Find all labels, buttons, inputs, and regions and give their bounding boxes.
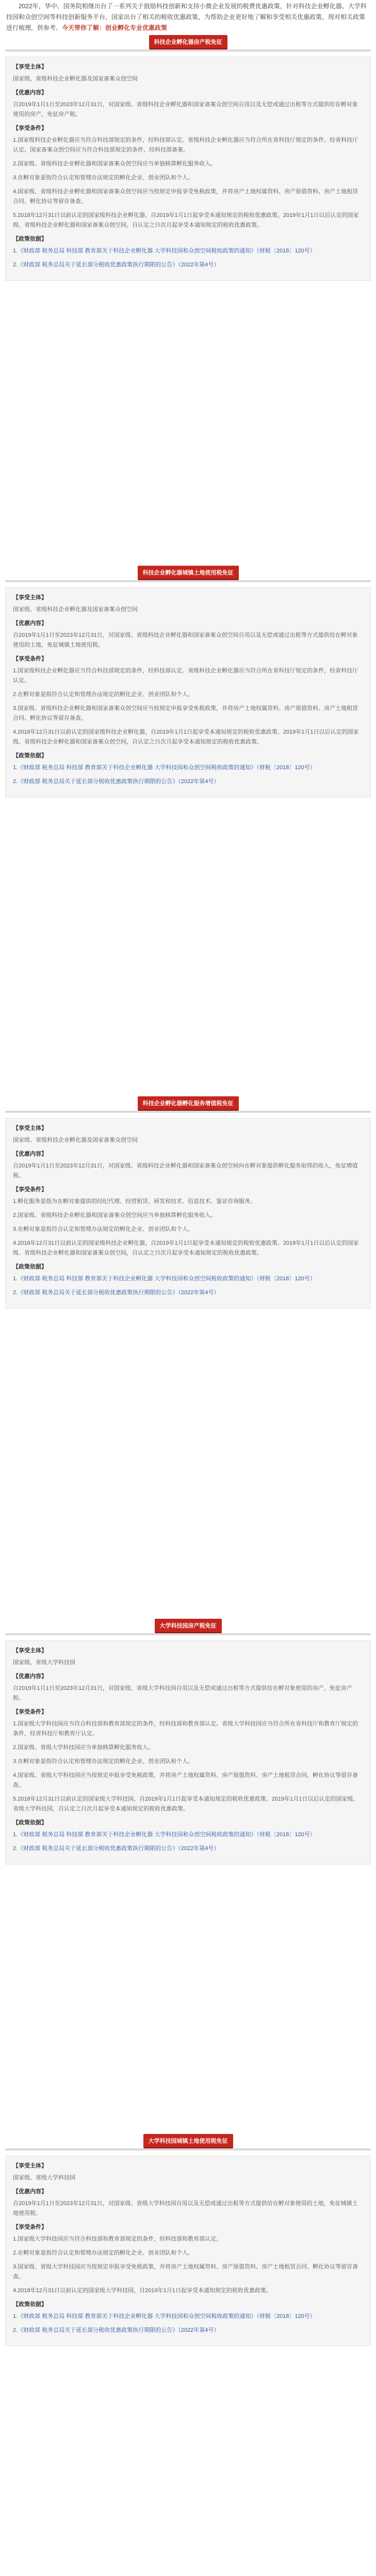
section-header xyxy=(5,2133,371,2148)
condition-item: 4.2018年12月31日以前认定的国家级科技企业孵化器，自2019年1月1日起享受本通知规定的税收优惠政策。2019年1月1日以后认定的国家级、省级科技企业孵化器和国家备案众创空间，自认定之日次月起享受本通知规定的税收优惠政策。 xyxy=(13,729,359,745)
condition-label: 【享受条件】 xyxy=(13,656,47,662)
policy-section xyxy=(5,1618,371,1865)
basis-item: 1.《财政部 税务总局 科技部 教育部关于科技企业孵化器 大学科技园和众创空间税收政策的通知》（财税〔2018〕120号） xyxy=(13,765,316,771)
policy-section xyxy=(5,34,371,281)
content-label: 【优惠内容】 xyxy=(13,1151,47,1157)
subject-label: 【享受主体】 xyxy=(13,64,47,70)
condition-item: 4.2018年12月31日以前认定的国家级大学科技园，自2019年1月1日起享受本通知规定的税收优惠政策。 xyxy=(13,2287,272,2294)
section-header xyxy=(5,34,371,49)
condition-item: 1.国家级大学科技园应当符合科技部和教育部规定的条件，经科技部和教育部认定。省级大学科技园应当符合所在省科技厅和教育厅规定的条件，经省科技厅和教育厅认定。 xyxy=(13,1721,358,1737)
intro-main: 2022年，华中、国务院相继出台了一系列关于鼓励科技创新和支持小微企业发展的税费优惠政策，针对科技企业孵化器、大学科技园和众创空间等科技创新服务平台，国家出台了相关的税收优惠政策，为帮助企业更好地了解和享受相关优惠政策，现对相关政策进行梳理，供参考。今天带你了解：创业孵化专业优惠政策 xyxy=(6,3,367,31)
policy-section xyxy=(5,2133,371,2346)
condition-item: 2.国家级、省级科技企业孵化器和国家备案众创空间应当单独核算孵化服务收入。 xyxy=(13,161,217,167)
intro-block xyxy=(0,1,376,33)
basis-item: 2.《财政部 税务总局关于延长部分税收优惠政策执行期限的公告》（2022年第4号） xyxy=(13,262,220,268)
basis-label: 【政策依据】 xyxy=(13,1264,47,1270)
subject-text: 国家级、省级科技企业孵化器及国家备案众创空间 xyxy=(13,1137,138,1143)
content-label: 【优惠内容】 xyxy=(13,90,47,96)
content-text: 自2019年1月1日至2023年12月31日，对国家级、省级大学科技园自用以及无偿或通过出租等方式提供给在孵对象使用的房产，免征房产税。 xyxy=(13,1685,352,1701)
subject-label: 【享受主体】 xyxy=(13,1648,47,1654)
condition-item: 3.在孵对象是指符合认定和管理办法规定的孵化企业、创业团队和个人。 xyxy=(13,1226,194,1232)
intro-text xyxy=(6,1,370,33)
condition-item: 1.国家级大学科技园应当符合科技部和教育部规定的条件，经科技部和教育部认定。 xyxy=(13,2236,222,2242)
basis-item: 2.《财政部 税务总局关于延长部分税收优惠政策执行期限的公告》（2022年第4号） xyxy=(13,1845,220,1852)
content-text: 自2019年1月1日至2023年12月31日，对国家级、省级科技企业孵化器和国家备案众创空间自用以及无偿或通过出租等方式提供给在孵对象使用的土地，免征城镇土地使用税。 xyxy=(13,632,358,648)
basis-item: 1.《财政部 税务总局 科技部 教育部关于科技企业孵化器 大学科技园和众创空间税收政策的通知》（财税〔2018〕120号） xyxy=(13,1276,316,1282)
basis-label: 【政策依据】 xyxy=(13,2301,47,2308)
section-title: 科技企业孵化器孵化服务增值税免征 xyxy=(138,1096,239,1110)
section-card xyxy=(5,57,371,281)
subject-label: 【享受主体】 xyxy=(13,595,47,601)
policy-section xyxy=(5,565,371,798)
basis-item: 2.《财政部 税务总局关于延长部分税收优惠政策执行期限的公告》（2022年第4号） xyxy=(13,1290,220,1296)
policy-section xyxy=(5,1095,371,1309)
condition-item: 2.国家级、省级科技企业孵化器和国家备案众创空间应当单独核算孵化服务收入。 xyxy=(13,1212,217,1218)
condition-label: 【享受条件】 xyxy=(13,1187,47,1193)
condition-label: 【享受条件】 xyxy=(13,125,47,131)
section-divider xyxy=(5,2148,371,2150)
basis-label: 【政策依据】 xyxy=(13,236,47,242)
condition-item: 4.国家级、省级科技企业孵化器和国家备案众创空间应当按规定申报享受免税政策，并将房产土地权属资料、房产原值资料、房产土地租赁合同、孵化协议等留存备查。 xyxy=(13,189,358,205)
basis-label: 【政策依据】 xyxy=(13,753,47,759)
intro-highlight: 今天带你了解：创业孵化专业优惠政策 xyxy=(62,24,168,31)
section-header xyxy=(5,565,371,580)
subject-text: 国家级、省级科技企业孵化器及国家备案众创空间 xyxy=(13,76,138,82)
condition-item: 4.2018年12月31日以前认定的国家级科技企业孵化器，自2019年1月1日起享受本通知规定的税收优惠政策。2019年1月1日以后认定的国家级、省级科技企业孵化器和国家备案众创空间，自认定之日次月起享受本通知规定的税收优惠政策。 xyxy=(13,1240,359,1256)
condition-item: 3.国家级、省级大学科技园应当按规定申报享受免税政策，并将房产土地权属资料、房产原值资料、房产土地租赁合同、孵化协议等留存备查。 xyxy=(13,2264,358,2280)
section-header xyxy=(5,1618,371,1633)
content-text: 自2019年1月1日至2023年12月31日，对国家级、省级科技企业孵化器和国家备案众创空间向在孵对象提供孵化服务取得的收入，免征增值税。 xyxy=(13,1163,358,1179)
section-title: 科技企业孵化器城镇土地使用税免征 xyxy=(138,566,239,579)
section-card xyxy=(5,587,371,798)
section-title: 大学科技园城镇土地使用税免征 xyxy=(143,2134,233,2147)
basis-item: 1.《财政部 税务总局 科技部 教育部关于科技企业孵化器 大学科技园和众创空间税收政策的通知》（财税〔2018〕120号） xyxy=(13,1832,316,1838)
condition-item: 1.国家级科技企业孵化器应当符合科技部规定的条件，经科技部认定。省级科技企业孵化器应当符合所在省科技厅规定的条件，经省科技厅认定。 xyxy=(13,668,358,684)
section-divider xyxy=(5,580,371,582)
section-card xyxy=(5,1640,371,1865)
section-title: 科技企业孵化器房产税免征 xyxy=(149,35,227,48)
content-text: 自2019年1月1日至2023年12月31日，对国家级、省级大学科技园自用以及无偿或通过出租等方式提供给在孵对象使用的土地，免征城镇土地使用税。 xyxy=(13,2200,358,2216)
condition-item: 2.在孵对象是指符合认定和管理办法规定的孵化企业、创业团队和个人。 xyxy=(13,2250,194,2256)
subject-text: 国家级、省级大学科技园 xyxy=(13,1659,75,1666)
condition-label: 【享受条件】 xyxy=(13,1709,47,1715)
condition-label: 【享受条件】 xyxy=(13,2224,47,2230)
content-label: 【优惠内容】 xyxy=(13,1673,47,1680)
section-card xyxy=(5,2156,371,2346)
section-divider xyxy=(5,1633,371,1635)
section-card xyxy=(5,1118,371,1309)
condition-item: 2.国家级、省级大学科技园应当单独核算孵化服务收入。 xyxy=(13,1744,154,1751)
condition-item: 2.在孵对象是指符合认定和管理办法规定的孵化企业、创业团队和个人。 xyxy=(13,691,194,698)
subject-text: 国家级、省级大学科技园 xyxy=(13,2175,75,2181)
condition-item: 1.孵化服务是指为在孵对象提供的经纪代理、经营租赁、研发和技术、信息技术、鉴证咨询服务。 xyxy=(13,1198,256,1205)
content-label: 【优惠内容】 xyxy=(13,620,47,626)
condition-item: 4.国家级、省级大学科技园应当按规定申报享受免税政策，并将房产土地权属资料、房产原值资料、房产土地租赁合同、孵化协议等留存备查。 xyxy=(13,1772,358,1788)
basis-item: 2.《财政部 税务总局关于延长部分税收优惠政策执行期限的公告》（2022年第4号） xyxy=(13,2327,220,2333)
condition-item: 3.在孵对象是指符合认定和管理办法规定的孵化企业、创业团队和个人。 xyxy=(13,175,194,181)
content-label: 【优惠内容】 xyxy=(13,2189,47,2195)
subject-label: 【享受主体】 xyxy=(13,1125,47,1131)
content-text: 自2019年1月1日至2023年12月31日，对国家级、省级科技企业孵化器和国家备案众创空间自用以及无偿或通过出租等方式提供给在孵对象使用的房产，免征房产税。 xyxy=(13,101,358,117)
basis-label: 【政策依据】 xyxy=(13,1820,47,1826)
condition-item: 3.国家级、省级科技企业孵化器和国家备案众创空间应当按规定申报享受免税政策，并将房产土地权属资料、房产原值资料、房产土地租赁合同、孵化协议等留存备查。 xyxy=(13,705,358,721)
condition-item: 5.2018年12月31日以前认定的国家级科技企业孵化器，自2019年1月1日起享受本通知规定的税收优惠政策。2019年1月1日以后认定的国家级、省级科技企业孵化器和国家备案众创空间，自认定之日次月起享受本通知规定的税收优惠政策。 xyxy=(13,212,359,228)
basis-item: 2.《财政部 税务总局关于延长部分税收优惠政策执行期限的公告》（2022年第4号） xyxy=(13,778,220,785)
subject-label: 【享受主体】 xyxy=(13,2163,47,2169)
basis-item: 1.《财政部 税务总局 科技部 教育部关于科技企业孵化器 大学科技园和众创空间税收政策的通知》（财税〔2018〕120号） xyxy=(13,248,316,254)
condition-item: 3.在孵对象是指符合认定和管理办法规定的孵化企业、创业团队和个人。 xyxy=(13,1758,194,1765)
subject-text: 国家级、省级科技企业孵化器及国家备案众创空间 xyxy=(13,606,138,613)
section-header xyxy=(5,1095,371,1111)
section-divider xyxy=(5,49,371,52)
section-title: 大学科技园房产税免征 xyxy=(155,1619,222,1632)
basis-item: 1.《财政部 税务总局 科技部 教育部关于科技企业孵化器 大学科技园和众创空间税收政策的通知》（财税〔2018〕120号） xyxy=(13,2313,316,2319)
condition-item: 5.2018年12月31日以前认定的国家级大学科技园，自2019年1月1日起享受本通知规定的税收优惠政策。2019年1月1日以后认定的国家级、省级大学科技园，自认定之日次月起享受本通知规定的税收优惠政策。 xyxy=(13,1796,359,1812)
condition-item: 1.国家级科技企业孵化器应当符合科技部规定的条件，经科技部认定。省级科技企业孵化器应当符合所在省科技厅规定的条件，经省科技厅认定。国家备案众创空间应当符合科技部规定的条件，经科技部备案。 xyxy=(13,137,358,153)
section-divider xyxy=(5,1111,371,1113)
